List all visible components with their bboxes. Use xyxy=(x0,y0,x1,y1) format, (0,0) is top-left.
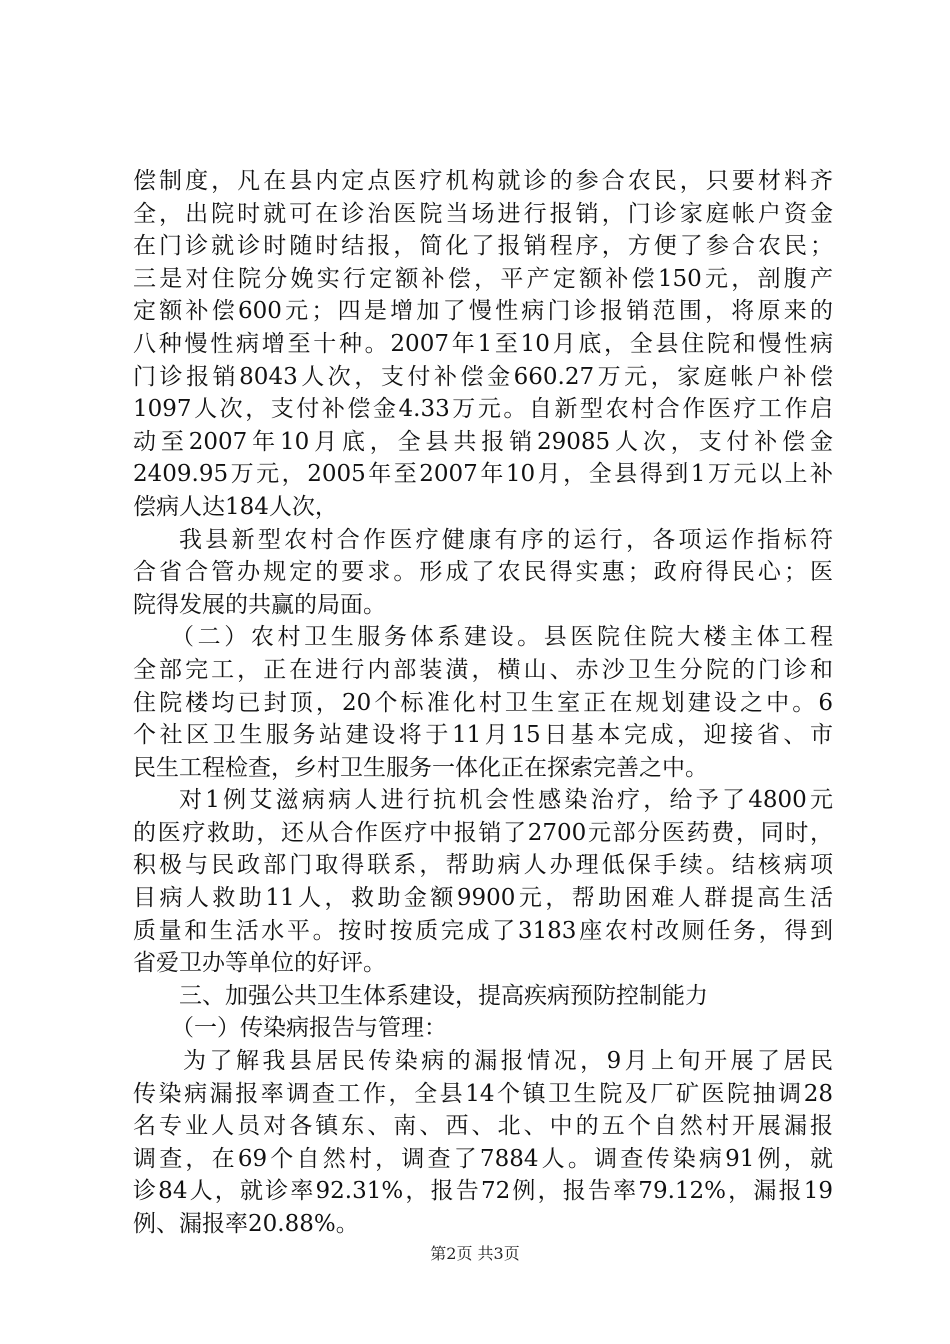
text-line: 省爱卫办等单位的好评。 xyxy=(133,950,386,977)
text-line: 例、漏报率20.88%。 xyxy=(133,1211,359,1237)
subsection-heading: （一）传染病报告与管理： xyxy=(171,1015,447,1042)
paragraph-rural-health-service xyxy=(133,621,833,784)
text-line: 偿制度，凡在县内定点医疗机构就诊的参合农民，只要材料齐 xyxy=(133,168,833,194)
text-line: 的医疗救助，还从合作医疗中报销了2700元部分医药费，同时， xyxy=(133,819,833,846)
text-line: 院得发展的共赢的局面。 xyxy=(133,591,386,618)
text-line: 传染病漏报率调查工作，全县14个镇卫生院及厂矿医院抽调28 xyxy=(133,1080,833,1107)
paragraph-cooperative-medical xyxy=(133,524,833,622)
text-line: 住院楼均已封顶，20个标准化村卫生室正在规划建设之中。6 xyxy=(133,689,833,716)
body-text xyxy=(133,165,833,1241)
text-line: 诊84人，就诊率92.31%，报告72例，报告率79.12%，漏报19 xyxy=(133,1178,833,1205)
text-line: 三是对住院分娩实行定额补偿，平产定额补偿150元，剖腹产 xyxy=(133,265,833,292)
text-line: 个社区卫生服务站建设将于11月15日基本完成，迎接省、市 xyxy=(133,722,833,749)
text-line: 定额补偿600元；四是增加了慢性病门诊报销范围，将原来的 xyxy=(133,298,833,325)
section-heading: 三、加强公共卫生体系建设，提高疾病预防控制能力 xyxy=(179,982,708,1009)
text-line: 1097人次，支付补偿金4.33万元。自新型农村合作医疗工作启 xyxy=(133,396,833,423)
paragraph-aids-assistance xyxy=(133,784,833,980)
text-line: 民生工程检查，乡村卫生服务一体化正在探索完善之中。 xyxy=(133,754,708,781)
text-line: 我县新型农村合作医疗健康有序的运行，各项运作指标符 xyxy=(179,526,833,553)
text-line: 目病人救助11人，救助金额9900元，帮助困难人群提高生活 xyxy=(133,885,833,912)
text-line: 为了解我县居民传染病的漏报情况，9月上旬开展了居民 xyxy=(183,1048,833,1075)
text-line: 八种慢性病增至十种。2007年1至10月底，全县住院和慢性病 xyxy=(133,330,833,357)
paragraph-underreporting-survey xyxy=(133,1045,833,1241)
section-heading-2: （二）农村卫生服务体系建设。县医院住院大楼主体工程 xyxy=(171,624,833,651)
text-line: 合省合管办规定的要求。形成了农民得实惠；政府得民心；医 xyxy=(133,559,833,586)
text-line: 积极与民政部门取得联系，帮助病人办理低保手续。结核病项 xyxy=(133,852,833,879)
text-line: 动至2007年10月底，全县共报销29085人次，支付补偿金 xyxy=(133,428,833,455)
page-footer: 第2页 共3页 xyxy=(430,1244,520,1263)
text-line: 2409.95万元，2005年至2007年10月，全县得到1万元以上补 xyxy=(133,461,833,488)
text-line: 质量和生活水平。按时按质完成了3183座农村改厕任务，得到 xyxy=(133,917,833,944)
text-line: 全，出院时就可在诊治医院当场进行报销，门诊家庭帐户资金 xyxy=(133,200,833,227)
section-heading-public-health xyxy=(133,980,833,1013)
paragraph-reimbursement xyxy=(133,165,833,524)
text-line: 全部完工，正在进行内部装潢，横山、赤沙卫生分院的门诊和 xyxy=(133,656,833,683)
text-line: 门诊报销8043人次，支付补偿金660.27万元，家庭帐户补偿 xyxy=(133,363,833,390)
text-line: 名专业人员对各镇东、南、西、北、中的五个自然村开展漏报 xyxy=(133,1113,833,1140)
subsection-heading-infectious-disease xyxy=(133,1012,833,1045)
text-line: 在门诊就诊时随时结报，简化了报销程序，方便了参合农民； xyxy=(133,233,833,260)
text-line: 对1例艾滋病病人进行抗机会性感染治疗，给予了4800元 xyxy=(179,787,833,814)
text-line: 偿病人达184人次， xyxy=(133,493,338,520)
text-line: 调查，在69个自然村，调查了7884人。调查传染病91例，就 xyxy=(133,1145,833,1172)
